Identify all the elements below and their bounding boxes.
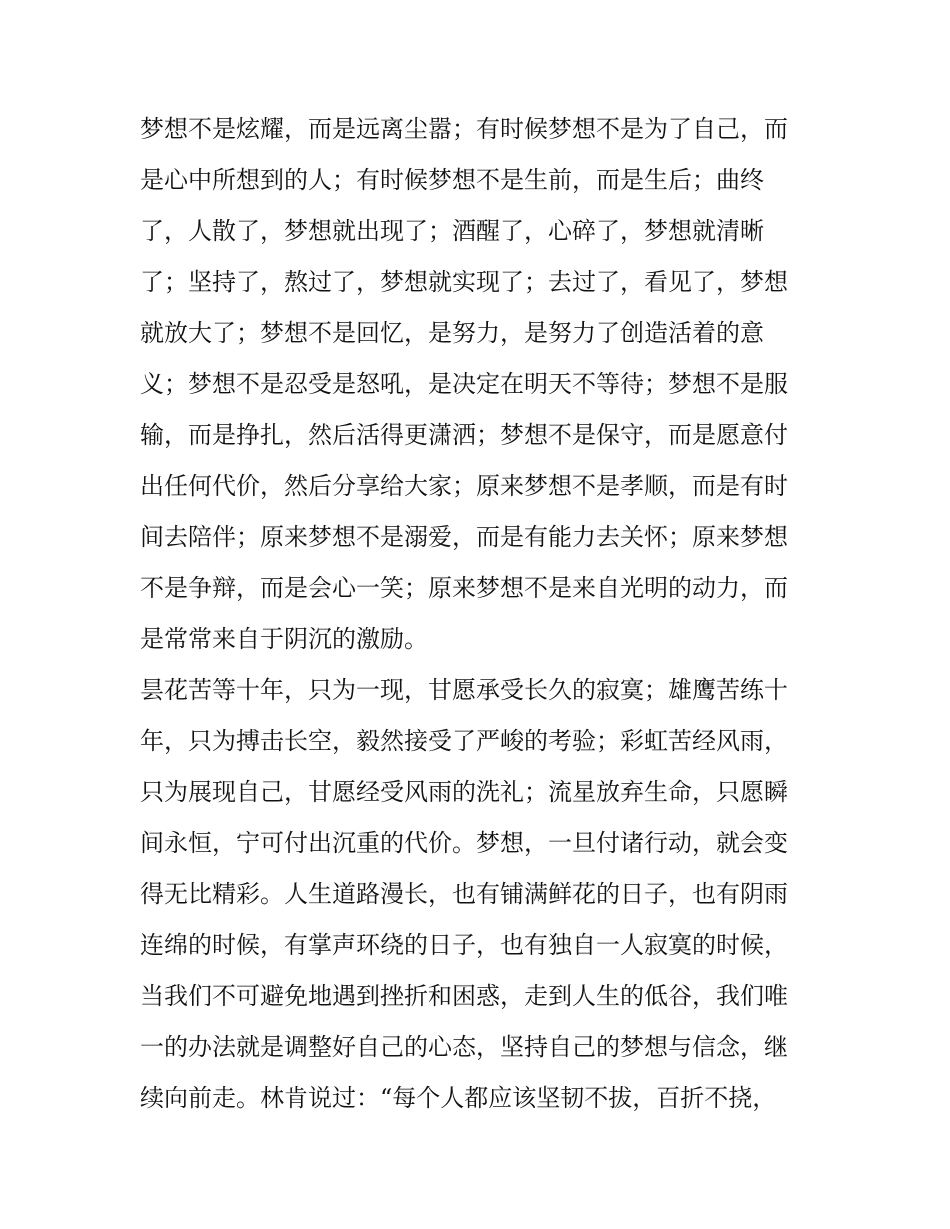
text-line: 得无比精彩。人生道路漫长，也有铺满鲜花的日子，也有阴雨 — [140, 880, 788, 908]
text-line: 只为展现自己，甘愿经受风雨的洗礼；流星放弃生命，只愿瞬 — [140, 778, 788, 806]
text-line: 就放大了；梦想不是回忆，是努力，是努力了创造活着的意 — [140, 319, 764, 347]
text-line: 输，而是挣扎，然后活得更潇洒；梦想不是保守，而是愿意付 — [140, 421, 788, 449]
text-line: 一的办法就是调整好自己的心态，坚持自己的梦想与信念，继 — [140, 1033, 788, 1061]
text-line: 续向前走。林肯说过：“每个人都应该坚韧不拔，百折不挠， — [140, 1084, 777, 1112]
text-line: 义；梦想不是忍受是怒吼，是决定在明天不等待；梦想不是服 — [140, 370, 788, 398]
text-line: 当我们不可避免地遇到挫折和困惑，走到人生的低谷，我们唯 — [140, 982, 788, 1010]
text-line: 了；坚持了，熬过了，梦想就实现了；去过了，看见了，梦想 — [140, 268, 788, 296]
text-line: 昙花苦等十年，只为一现，甘愿承受长久的寂寞；雄鹰苦练十 — [140, 676, 788, 704]
text-line: 间去陪伴；原来梦想不是溺爱，而是有能力去关怀；原来梦想 — [140, 523, 788, 551]
text-line: 连绵的时候，有掌声环绕的日子，也有独自一人寂寞的时候， — [140, 931, 788, 959]
text-line: 间永恒，宁可付出沉重的代价。梦想，一旦付诸行动，就会变 — [140, 829, 788, 857]
text-line: 年，只为搏击长空，毅然接受了严峻的考验；彩虹苦经风雨， — [140, 727, 788, 755]
text-line: 了，人散了，梦想就出现了；酒醒了，心碎了，梦想就清晰 — [140, 217, 764, 245]
text-line: 梦想不是炫耀，而是远离尘嚣；有时候梦想不是为了自己，而 — [140, 115, 788, 143]
text-line: 是常常来自于阴沉的激励。 — [140, 625, 428, 653]
text-line: 出任何代价，然后分享给大家；原来梦想不是孝顺，而是有时 — [140, 472, 788, 500]
text-line: 是心中所想到的人；有时候梦想不是生前，而是生后；曲终 — [140, 166, 764, 194]
text-line: 不是争辩，而是会心一笑；原来梦想不是来自光明的动力，而 — [140, 574, 788, 602]
document-body — [140, 104, 820, 1124]
